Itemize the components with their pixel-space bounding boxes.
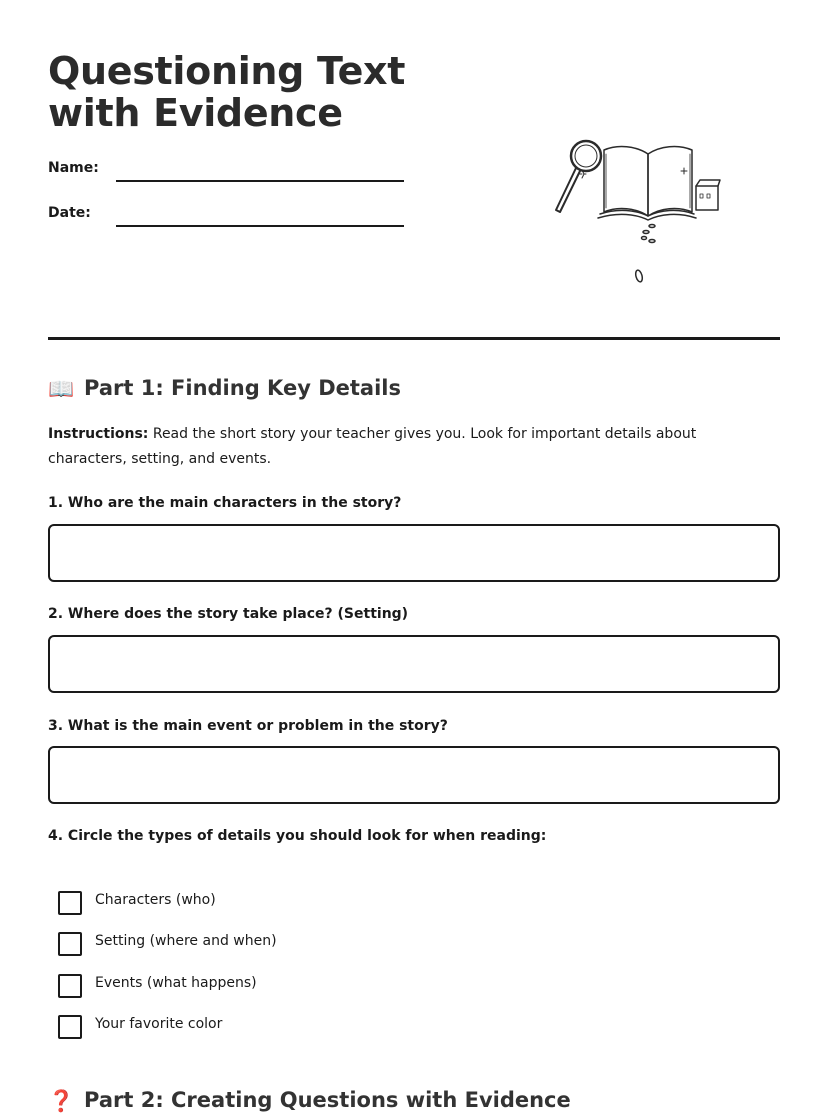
part2-heading-text: Part 2: Creating Questions with Evidence [84,1088,571,1112]
option-label: Your favorite color [95,1016,223,1032]
name-field-row [48,160,408,190]
question-2: 2. Where does the story take place? (Setting) [48,606,409,622]
page-title: Questioning Text with Evidence [48,49,406,135]
question-3: 3. What is the main event or problem in the story? [48,718,448,734]
section-divider [48,337,780,340]
instructions [48,422,778,472]
name-field[interactable] [116,180,404,182]
open-book-icon: 📖 [48,376,75,401]
answer-box-1[interactable] [48,524,780,582]
checkbox[interactable] [58,1015,82,1039]
part1-heading-text: Part 1: Finding Key Details [84,376,401,400]
checkbox[interactable] [58,932,82,956]
question-4: 4. Circle the types of details you should look for when reading: [48,828,547,844]
name-label: Name: [48,160,99,176]
part1-heading [48,376,401,402]
question-mark-icon: ❓ [48,1088,75,1113]
answer-box-2[interactable] [48,635,780,693]
open-book-with-magnifying-glass-icon [548,134,728,290]
checkbox[interactable] [58,891,82,915]
date-field-row [48,205,408,235]
date-field[interactable] [116,225,404,227]
option-label: Characters (who) [95,892,216,908]
answer-box-3[interactable] [48,746,780,804]
date-label: Date: [48,205,91,221]
question-1: 1. Who are the main characters in the story? [48,495,402,511]
instructions-text: Read the short story your teacher gives you. Look for important details about characters, setting, and events. [48,426,697,467]
checkbox[interactable] [58,974,82,998]
option-label: Setting (where and when) [95,933,277,949]
part2-heading [48,1088,571,1114]
instructions-label: Instructions: [48,426,149,442]
option-label: Events (what happens) [95,975,257,991]
